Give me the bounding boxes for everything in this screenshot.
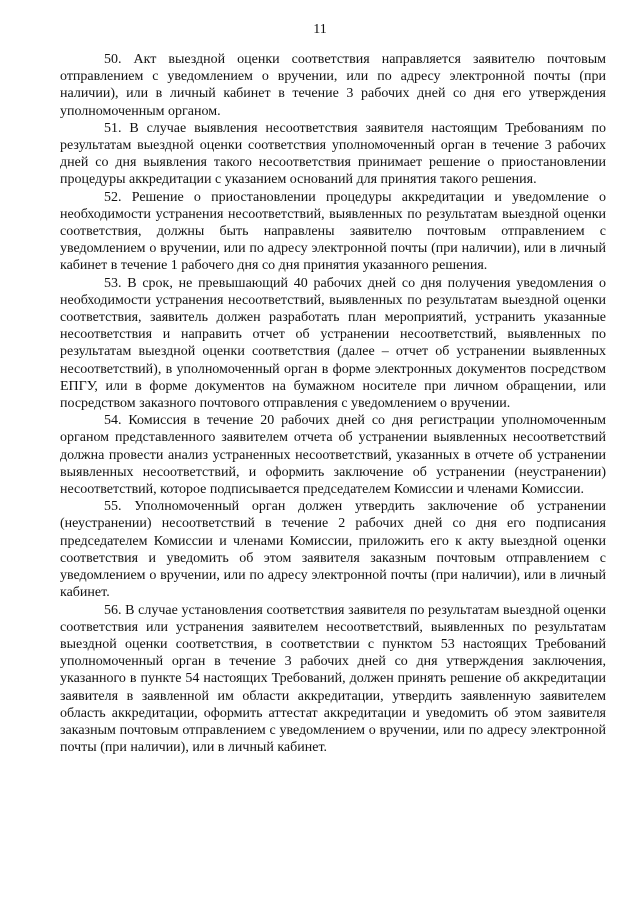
paragraph-54: 54. Комиссия в течение 20 рабочих дней со дня регистрации уполномоченным органом представленного заявителем отчета об устранении выявленных несоответствий должна провести анализ устраненных несоответствий, указанных в отчете об устранении выявленных несоответствий, и оформить заключение об устранении (неустранении) несоответствий, которое подписывается председателем Комиссии и членами Комиссии. xyxy=(60,413,606,498)
document-body xyxy=(60,51,606,756)
page-number: 11 xyxy=(313,22,327,37)
paragraph-51: 51. В случае выявления несоответствия заявителя настоящим Требованиям по результатам выездной оценки соответствия уполномоченный орган в течение 3 рабочих дней со дня выявления такого несоответствия принимает решение о приостановлении процедуры аккредитации с указанием оснований для принятия такого решения. xyxy=(60,120,606,188)
paragraph-52: 52. Решение о приостановлении процедуры аккредитации и уведомление о необходимости устранения несоответствий, выявленных по результатам выездной оценки соответствия, должны быть направлены заявителю почтовым отправлением с уведомлением о вручении, или по адресу электронной почты (при наличии), или в личный кабинет в течение 1 рабочего дня со дня принятия указанного решения. xyxy=(60,189,606,274)
paragraph-53: 53. В срок, не превышающий 40 рабочих дней со дня получения уведомления о необходимости устранения несоответствий, выявленных по результатам выездной оценки соответствия, заявитель должен разработать план мероприятий, устранить указанные несоответствия и направить отчет об устранении несоответствий, выявленных по результатам выездной оценки соответствия (далее – отчет об устранении выявленных несоответствий), в уполномоченный орган в форме электронных документов посредством ЕПГУ, или в форме документов на бумажном носителе при личном обращении, или посредством заказного почтового отправления с уведомлением о вручении. xyxy=(60,275,606,412)
paragraph-50: 50. Акт выездной оценки соответствия направляется заявителю почтовым отправлением с уведомлением о вручении, или по адресу электронной почты (при наличии), или в личный кабинет в течение 3 рабочих дней со дня его утверждения уполномоченным органом. xyxy=(60,52,606,119)
paragraph-55: 55. Уполномоченный орган должен утвердить заключение об устранении (неустранении) несоответствий в течение 2 рабочих дней со дня его подписания председателем Комиссии и членами Комиссии, приложить его к акту выездной оценки соответствия и уведомить об этом заявителя заказным почтовым отправлением с уведомлением о вручении, или по адресу электронной почты (при наличии), или в личный кабинет. xyxy=(60,499,606,601)
paragraph-56: 56. В случае установления соответствия заявителя по результатам выездной оценки соответствия или устранения заявителем несоответствий, выявленных по результатам выездной оценки соответствия, в соответствии с пунктом 53 настоящих Требований уполномоченный орган в течение 3 рабочих дней со дня утверждения заключения, указанного в пункте 54 настоящих Требований, должен принять решение об аккредитации заявителя в заявленной им области аккредитации, утвердить заявленную заявителем область аккредитации, оформить аттестат аккредитации и уведомить об этом заявителя заказным почтовым отправлением с уведомлением о вручении, или по адресу электронной почты (при наличии), или в личный кабинет. xyxy=(60,602,606,756)
